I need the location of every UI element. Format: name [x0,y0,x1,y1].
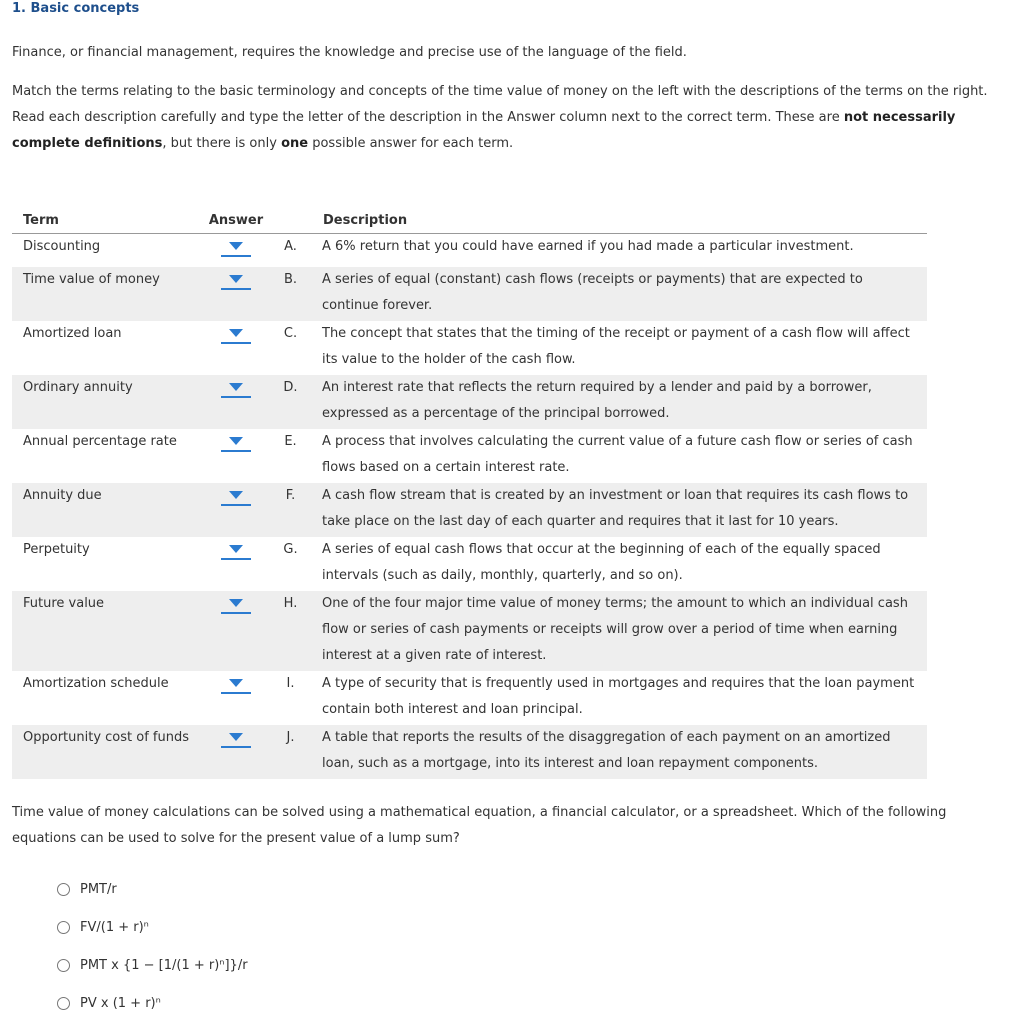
term-label: Time value of money [12,267,203,321]
instructions-part1: Match the terms relating to the basic terminology and concepts of the time value of money on the left with the descriptions of the terms on the right. Read each description carefully and type the letter of the description in the Answer column next to the correct term. These are [12,84,988,125]
term-label: Discounting [23,239,101,254]
answer-dropdown[interactable] [221,676,251,694]
page-title: 1. Basic concepts [12,1,140,16]
answer-options [57,870,248,1022]
instructions-part3: possible answer for each term. [308,136,514,151]
table-row [12,234,927,268]
answer-dropdown[interactable] [221,239,251,257]
header-answer: Answer [203,209,269,234]
answer-cell [203,234,269,268]
description-letter: J. [269,725,312,779]
description-letter: F. [269,483,312,537]
answer-option[interactable] [57,984,248,1022]
table-row [12,375,927,429]
description-text: A 6% return that you could have earned if you had made a particular investment. [322,239,854,254]
answer-dropdown[interactable] [221,326,251,344]
option-label: PV x (1 + r)ⁿ [80,995,161,1011]
description-letter: H. [269,591,312,671]
table-row [12,591,927,671]
instructions-text [12,79,1002,157]
option-label: PMT/r [80,881,117,897]
description-text: A table that reports the results of the disaggregation of each payment on an amortized loan, such as a mortgage, into its interest and loan repayment components. [312,725,927,779]
table-row [12,321,927,375]
term-label: Amortization schedule [23,676,169,691]
answer-cell [203,671,269,725]
answer-cell [203,429,269,483]
answer-cell [203,321,269,375]
description-text: The concept that states that the timing of the receipt or payment of a cash flow will affect its value to the holder of the cash flow. [322,326,910,367]
instructions-bold2: one [281,136,309,151]
answer-dropdown[interactable] [221,380,251,398]
header-description: Description [312,209,927,234]
header-term: Term [12,209,203,234]
answer-cell [203,375,269,429]
radio-button[interactable] [57,921,70,934]
answer-cell [203,483,269,537]
description-letter: I. [286,676,295,691]
header-letter [269,209,312,234]
answer-dropdown[interactable] [221,488,251,506]
answer-dropdown[interactable] [221,596,251,614]
table-row [12,725,927,779]
option-label: FV/(1 + r)ⁿ [80,919,149,935]
answer-option[interactable] [57,946,248,984]
term-label: Future value [12,591,203,671]
table-row [12,483,927,537]
answer-dropdown[interactable] [221,272,251,290]
description-text: One of the four major time value of money terms; the amount to which an individual cash flow or series of cash payments or receipts will grow over a period of time when earning interest at a given rate of interest. [312,591,927,671]
radio-button[interactable] [57,883,70,896]
term-label: Annuity due [12,483,203,537]
description-letter: G. [283,542,298,557]
radio-button[interactable] [57,959,70,972]
description-text: A series of equal cash flows that occur at the beginning of each of the equally spaced intervals (such as daily, monthly, quarterly, and so on). [322,542,881,583]
matching-table-body [12,234,927,780]
description-letter: D. [269,375,312,429]
instructions-part2: , but there is only [162,136,282,151]
description-letter: A. [284,239,297,254]
instructions-bold1: not necessarily complete definitions [12,110,956,151]
table-row [12,671,927,725]
answer-cell [203,267,269,321]
term-label: Amortized loan [23,326,122,341]
table-row [12,537,927,591]
description-letter: C. [283,326,298,341]
description-text: An interest rate that reflects the return required by a lender and paid by a borrower, expressed as a percentage of the principal borrowed. [312,375,927,429]
intro-text: Finance, or financial management, requires the knowledge and precise use of the language of the field. [12,45,687,60]
answer-cell [203,537,269,591]
term-label: Ordinary annuity [12,375,203,429]
answer-option[interactable] [57,908,248,946]
answer-cell [203,725,269,779]
matching-table [12,209,927,779]
question-text: Time value of money calculations can be solved using a mathematical equation, a financial calculator, or a spreadsheet. Which of the following equations can be used to solve for the present value of a lump sum? [12,805,947,846]
description-text: A cash flow stream that is created by an investment or loan that requires its cash flows to take place on the last day of each quarter and requires that it last for 10 years. [312,483,927,537]
description-text: A type of security that is frequently used in mortgages and requires that the loan payment contain both interest and loan principal. [322,676,915,717]
description-text: A process that involves calculating the current value of a future cash flow or series of cash flows based on a certain interest rate. [322,434,913,475]
table-row [12,267,927,321]
answer-dropdown[interactable] [221,434,251,452]
description-text: A series of equal (constant) cash flows (receipts or payments) that are expected to continue forever. [312,267,927,321]
answer-dropdown[interactable] [221,730,251,748]
answer-cell [203,591,269,671]
term-label: Annual percentage rate [23,434,177,449]
description-letter: E. [284,434,297,449]
description-letter: B. [269,267,312,321]
radio-button[interactable] [57,997,70,1010]
answer-option[interactable] [57,870,248,908]
option-label: PMT x {1 − [1/(1 + r)ⁿ]}/r [80,957,248,973]
term-label: Perpetuity [23,542,90,557]
answer-dropdown[interactable] [221,542,251,560]
table-row [12,429,927,483]
term-label: Opportunity cost of funds [12,725,203,779]
